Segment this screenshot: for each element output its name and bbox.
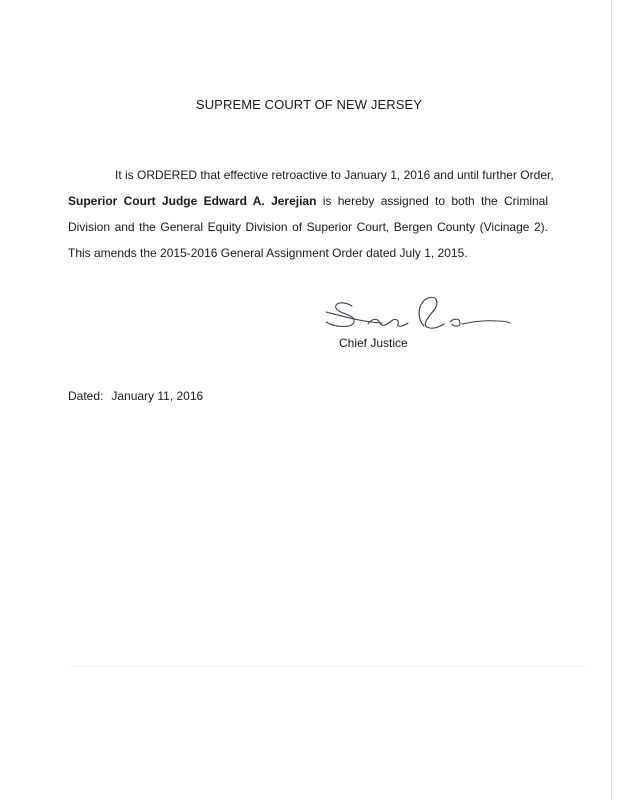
court-heading: SUPREME COURT OF NEW JERSEY [195, 97, 423, 112]
order-paragraph [68, 162, 554, 266]
signature-caption: Chief Justice [339, 336, 408, 350]
dated-line [68, 389, 203, 403]
order-line-2 [68, 188, 548, 214]
order-line-3: Division and the General Equity Division of Superior Court, Bergen County (Vicinage 2). [68, 220, 548, 234]
page-edge [611, 0, 612, 800]
page-artifact-line [68, 666, 588, 667]
dated-value: January 11, 2016 [111, 389, 204, 403]
order-line-1: It is ORDERED that effective retroactive to January 1, 2016 and until further Order, [115, 168, 554, 182]
judge-name: Superior Court Judge Edward A. Jerejian [68, 194, 317, 208]
dated-label: Dated: [68, 389, 104, 403]
order-line-4: This amends the 2015-2016 General Assignment Order dated July 1, 2015. [68, 246, 468, 260]
order-line-2-rest: is hereby assigned to both the Criminal [316, 194, 549, 208]
chief-justice-signature [322, 292, 512, 338]
